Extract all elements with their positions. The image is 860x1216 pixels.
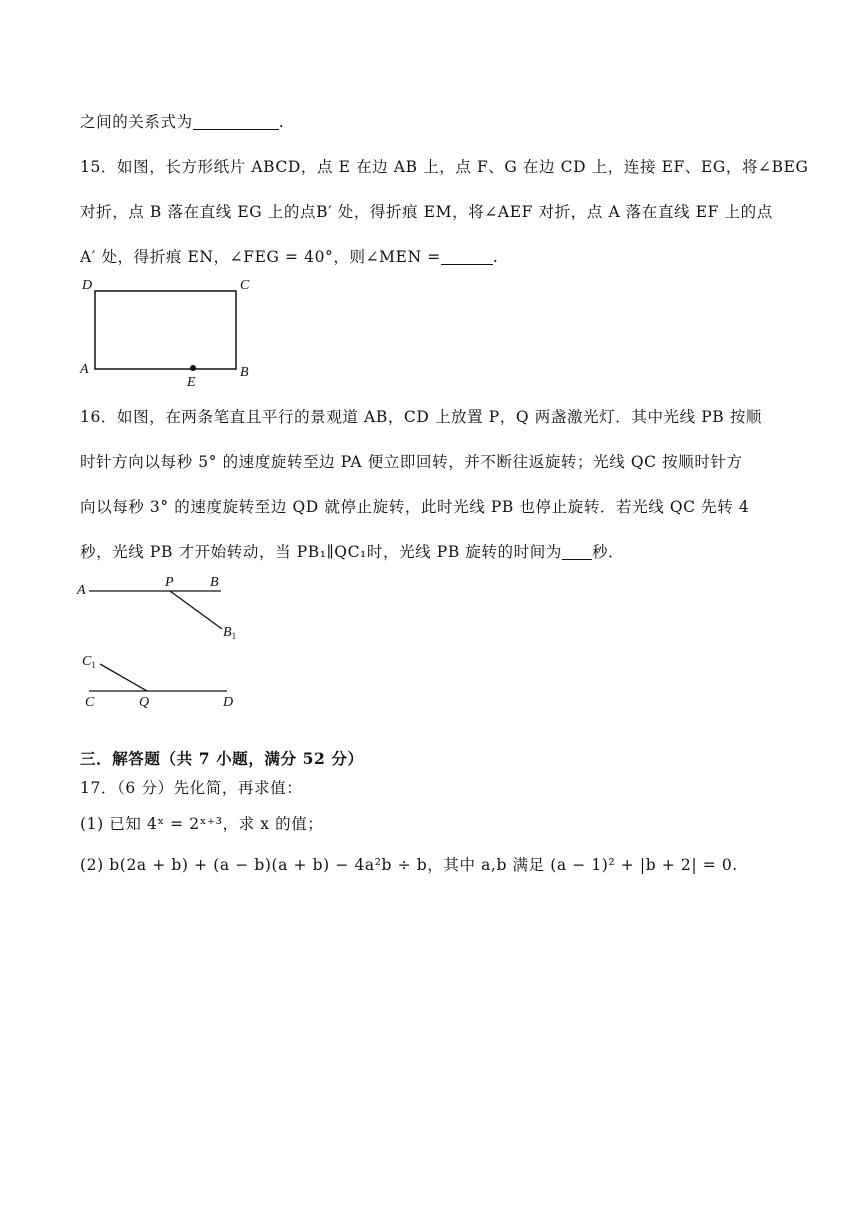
rectangle-abcd: [95, 291, 236, 369]
q17-head: 17．（6 分）先化简，再求值：: [80, 779, 303, 797]
q16-figure: [75, 570, 265, 715]
label-a: A: [77, 583, 86, 598]
label-d: D: [223, 695, 234, 710]
label-q: Q: [139, 695, 150, 710]
q15-line3: A′ 处，得折痕 EN，∠FEG = 40°，则∠MEN = .: [80, 248, 499, 266]
q16-answer-blank: [562, 543, 592, 560]
q16-line2: 时针方向以每秒 5° 的速度旋转至边 PA 便立即回转，并不断往返旋转；光线 QC 按顺时针方: [80, 453, 743, 471]
ray-pb1: [170, 591, 222, 629]
q15-answer-blank: [441, 248, 493, 265]
point-e-dot: [190, 365, 196, 371]
q16-line1: 16．如图，在两条笔直且平行的景观道 AB，CD 上放置 P，Q 两盏激光灯．其中光线 PB 按顺: [80, 408, 763, 426]
q15-line1: 15．如图，长方形纸片 ABCD，点 E 在边 AB 上，点 F、G 在边 CD 上，连接 EF、EG，将∠BEG: [80, 158, 809, 176]
q17-part2: (2) b(2a + b) + (a − b)(a + b) − 4a²b ÷ b，其中 a,b 满足 (a − 1)² + |b + 2| = 0.: [80, 856, 738, 874]
label-c: C: [240, 278, 250, 293]
label-d: D: [82, 278, 93, 293]
ray-qc1: [100, 664, 147, 691]
q15-figure: [75, 272, 265, 392]
label-b: B: [210, 575, 219, 590]
label-b1: $B_1$: [223, 625, 237, 641]
q16-line4: 秒，光线 PB 才开始转动，当 PB₁∥QC₁时，光线 PB 旋转的时间为 秒．: [80, 543, 625, 561]
q14-tail-line: 之间的关系式为 .: [80, 113, 285, 131]
label-c1: $C_1$: [82, 654, 96, 670]
label-p: P: [165, 575, 174, 590]
q16-line3: 向以每秒 3° 的速度旋转至边 QD 就停止旋转，此时光线 PB 也停止旋转．若光线 QC 先转 4: [80, 498, 750, 516]
label-c: C: [85, 695, 95, 710]
q14-answer-blank: [193, 113, 279, 130]
label-e: E: [187, 375, 196, 390]
q15-line2: 对折，点 B 落在直线 EG 上的点B′ 处，得折痕 EM，将∠AEF 对折，点 A 落在直线 EF 上的点: [80, 203, 773, 221]
section-title: 三．解答题（共 7 小题，满分 52 分）: [80, 749, 364, 768]
label-a: A: [80, 362, 89, 377]
q14-tail-text: 之间的关系式为: [80, 113, 193, 131]
q17-part1: (1) 已知 4ˣ = 2ˣ⁺³，求 x 的值；: [80, 815, 324, 833]
label-b: B: [240, 365, 249, 380]
